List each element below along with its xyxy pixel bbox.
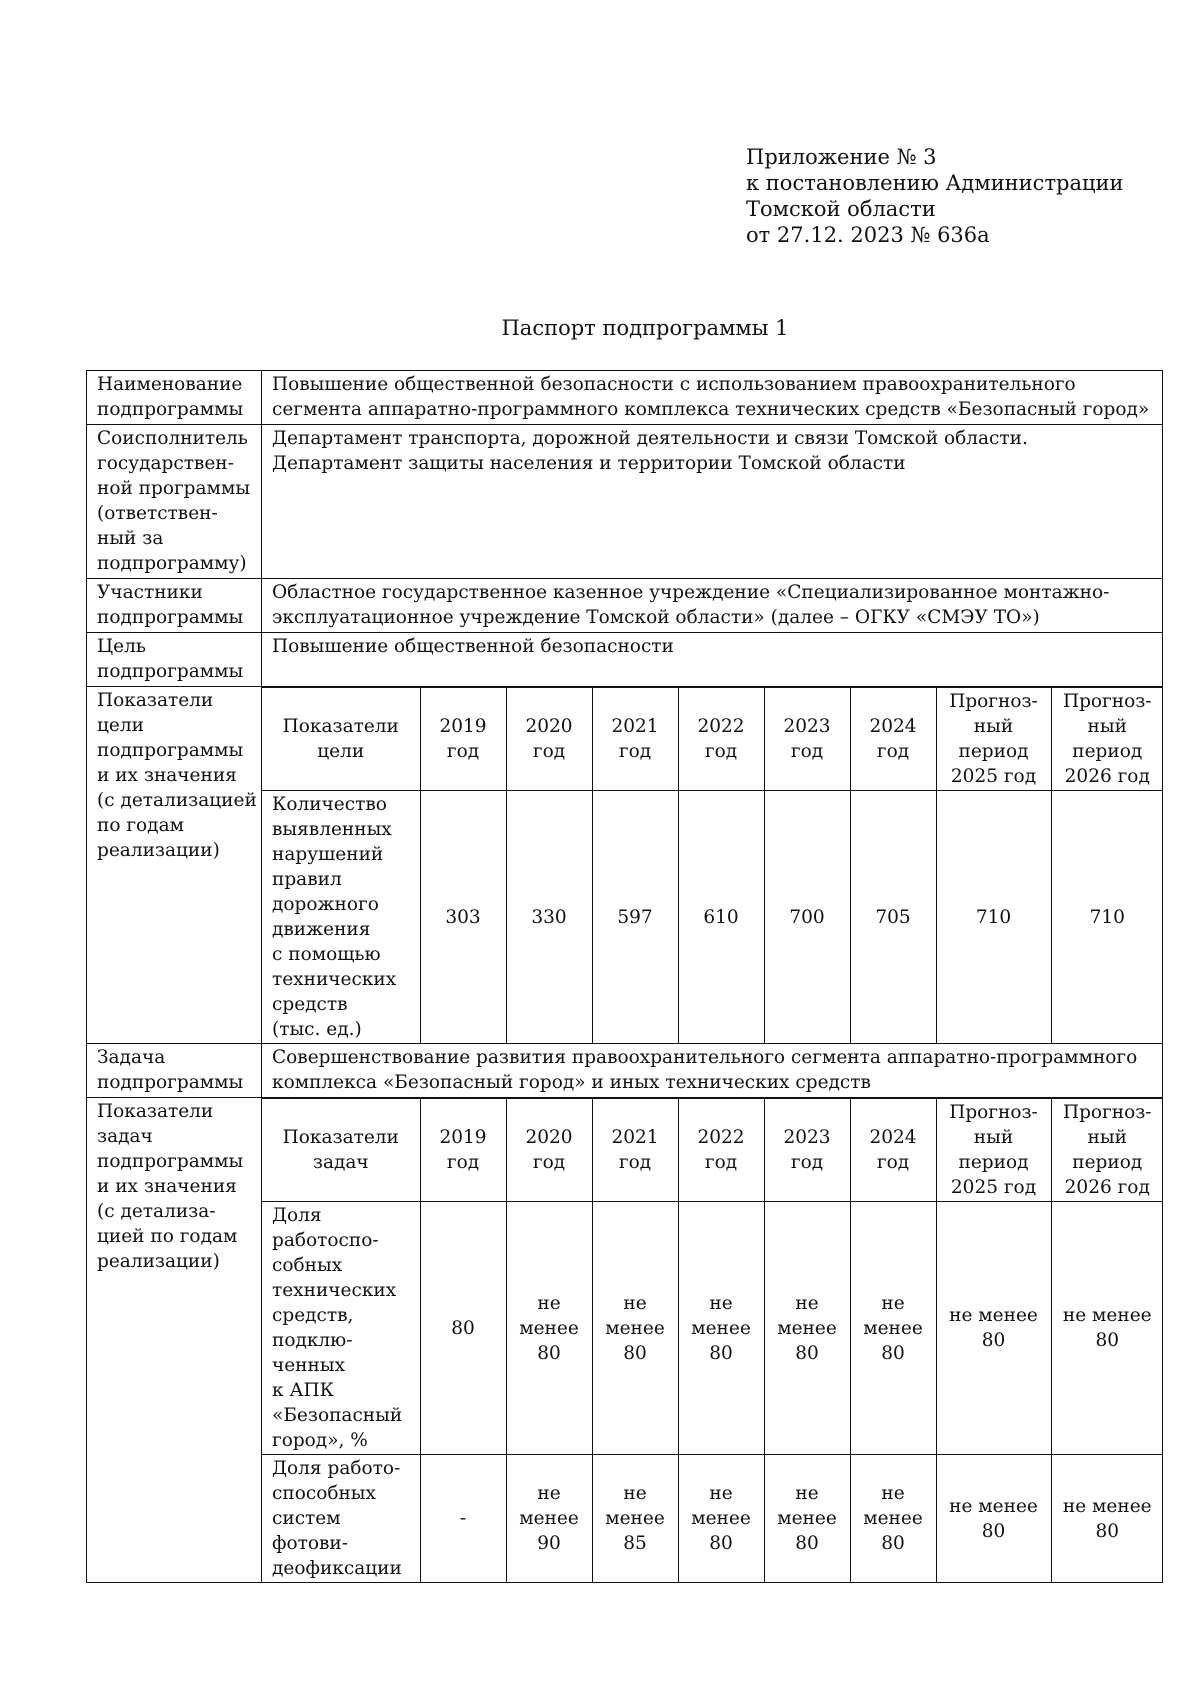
indicator-value: 705 xyxy=(850,791,936,1044)
indicator-value: не менее 85 xyxy=(592,1455,678,1583)
indicator-value: 610 xyxy=(678,791,764,1044)
indicator-header-period: 2019 год xyxy=(420,1099,506,1202)
indicator-value: не менее 80 xyxy=(1051,1455,1163,1583)
indicator-value: не менее 90 xyxy=(506,1455,592,1583)
indicator-header-period: 2022 год xyxy=(678,1099,764,1202)
indicator-header-period: 2021 год xyxy=(592,688,678,791)
row-value: Повышение общественной безопасности с использованием правоохранительного сегмента аппаратно-программного комплекса технических средств «Безопасный город» xyxy=(262,371,1163,425)
passport-table xyxy=(86,370,1163,1583)
indicator-header-name: Показатели цели xyxy=(262,688,420,791)
indicator-header-row xyxy=(262,688,1163,791)
row-coexecutor xyxy=(87,425,1163,579)
row-goal-indicators xyxy=(87,687,1163,1044)
indicator-header-period: Прогноз- ный период 2025 год xyxy=(936,1099,1051,1202)
indicator-value: не менее 80 xyxy=(506,1202,592,1455)
indicator-value: не менее 80 xyxy=(592,1202,678,1455)
indicator-value: не менее 80 xyxy=(678,1202,764,1455)
row-label: Цель подпрограммы xyxy=(87,633,262,687)
row-label: Задача подпрограммы xyxy=(87,1044,262,1098)
indicator-header-period: Прогноз- ный период 2026 год xyxy=(1051,688,1163,791)
row-task xyxy=(87,1044,1163,1098)
task-indicator-row xyxy=(262,1455,1163,1583)
indicator-value: 710 xyxy=(1051,791,1163,1044)
indicator-header-period: Прогноз- ный период 2025 год xyxy=(936,688,1051,791)
row-label: Участники подпрограммы xyxy=(87,579,262,633)
indicator-name: Доля работоспо- собных технических средств, подклю- ченных к АПК «Безопасный город», % xyxy=(262,1202,420,1455)
indicator-value: не менее 80 xyxy=(764,1455,850,1583)
row-goal xyxy=(87,633,1163,687)
goal-indicators-table xyxy=(262,687,1163,1043)
indicator-header-period: 2019 год xyxy=(420,688,506,791)
indicator-name: Количество выявленных нарушений правил дорожного движения с помощью технических средств (тыс. ед.) xyxy=(262,791,420,1044)
indicator-value: не менее 80 xyxy=(850,1202,936,1455)
row-value: Департамент транспорта, дорожной деятельности и связи Томской области. Департамент защиты населения и территории Томской области xyxy=(262,425,1163,579)
indicator-header-row xyxy=(262,1099,1163,1202)
appendix-header xyxy=(746,144,1124,248)
indicator-value: не менее 80 xyxy=(936,1455,1051,1583)
appendix-line-1: Приложение № 3 xyxy=(746,145,937,169)
indicator-value: 710 xyxy=(936,791,1051,1044)
row-label: Показатели задач подпрограммы и их значения (с детализа- цией по годам реализации) xyxy=(87,1098,262,1583)
indicator-value: - xyxy=(420,1455,506,1583)
indicator-header-period: 2020 год xyxy=(506,688,592,791)
indicator-value: не менее 80 xyxy=(764,1202,850,1455)
appendix-line-4: от 27.12. 2023 № 636а xyxy=(746,223,990,247)
indicator-name: Доля работо- способных систем фотови- деофиксации xyxy=(262,1455,420,1583)
indicator-header-period: 2023 год xyxy=(764,1099,850,1202)
indicator-value: не менее 80 xyxy=(678,1455,764,1583)
indicator-header-period: Прогноз- ный период 2026 год xyxy=(1051,1099,1163,1202)
row-participants xyxy=(87,579,1163,633)
task-indicators-table xyxy=(262,1098,1163,1582)
task-indicators-cell xyxy=(262,1098,1163,1583)
indicator-header-period: 2020 год xyxy=(506,1099,592,1202)
goal-indicator-row xyxy=(262,791,1163,1044)
row-value: Повышение общественной безопасности xyxy=(262,633,1163,687)
indicator-value: 700 xyxy=(764,791,850,1044)
indicator-header-name: Показатели задач xyxy=(262,1099,420,1202)
indicator-header-period: 2024 год xyxy=(850,1099,936,1202)
indicator-header-period: 2022 год xyxy=(678,688,764,791)
appendix-line-3: Томской области xyxy=(746,197,936,221)
indicator-value: 597 xyxy=(592,791,678,1044)
indicator-value: 303 xyxy=(420,791,506,1044)
indicator-value: 80 xyxy=(420,1202,506,1455)
row-label: Показатели цели подпрограммы и их значения (с детализацией по годам реализации) xyxy=(87,687,262,1044)
indicator-header-period: 2023 год xyxy=(764,688,850,791)
row-label: Соисполнитель государствен- ной программы (ответствен- ный за подпрограмму) xyxy=(87,425,262,579)
row-value: Совершенствование развития правоохранительного сегмента аппаратно-программного комплекса «Безопасный город» и иных технических средств xyxy=(262,1044,1163,1098)
row-value: Областное государственное казенное учреждение «Специализированное монтажно-эксплуатационное учреждение Томской области» (далее – ОГКУ «СМЭУ ТО») xyxy=(262,579,1163,633)
row-task-indicators xyxy=(87,1098,1163,1583)
task-indicator-row xyxy=(262,1202,1163,1455)
indicator-value: не менее 80 xyxy=(850,1455,936,1583)
document-title: Паспорт подпрограммы 1 xyxy=(501,316,789,340)
goal-indicators-cell xyxy=(262,687,1163,1044)
indicator-header-period: 2024 год xyxy=(850,688,936,791)
row-name xyxy=(87,371,1163,425)
indicator-value: 330 xyxy=(506,791,592,1044)
indicator-value: не менее 80 xyxy=(1051,1202,1163,1455)
row-label: Наименование подпрограммы xyxy=(87,371,262,425)
indicator-value: не менее 80 xyxy=(936,1202,1051,1455)
appendix-line-2: к постановлению Администрации xyxy=(746,171,1124,195)
indicator-header-period: 2021 год xyxy=(592,1099,678,1202)
